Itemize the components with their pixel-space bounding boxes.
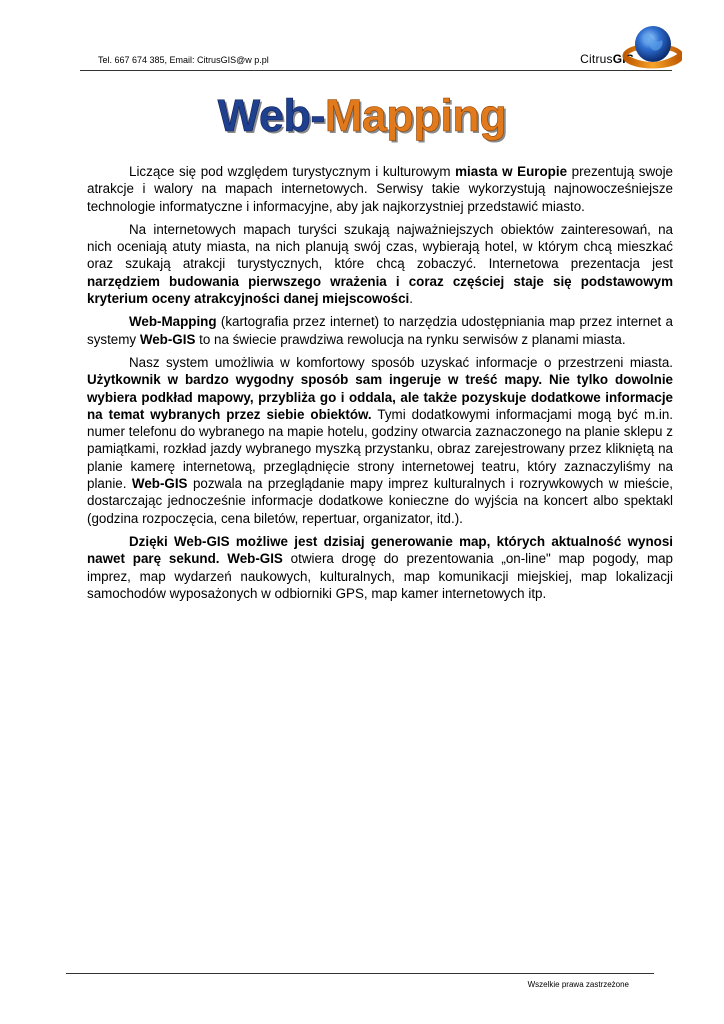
contact-info: Tel. 667 674 385, Email: CitrusGIS@w p.pl xyxy=(98,55,269,65)
page-title xyxy=(0,88,724,144)
text-run: Nasz system umożliwia w komfortowy sposób uzyskać informacje o przestrzeni miasta. xyxy=(129,354,673,370)
bold-run: Web-Mapping xyxy=(129,314,217,330)
text-run: prezentują swoje atrakcje i walory na mapach internetowych. Serwisy takie wykorzystują najnowocześniejsze technologie informatyczne i informacyjne, aby jak najkorzystniej przedstawić miasto. xyxy=(87,164,673,214)
copyright-notice: Wszelkie prawa zastrzeżone xyxy=(527,980,629,989)
text-run: (kartografia przez internet) to narzędzia udostępniania map przez internet a systemy xyxy=(87,314,673,347)
page-header xyxy=(88,24,676,70)
bold-run: miasta w Europie xyxy=(455,164,568,179)
brand-name-part2: GIS xyxy=(612,52,634,66)
paragraph-2 xyxy=(87,221,673,307)
text-run: pozwala na przeglądanie mapy imprez kulturalnych i rozrywkowych w mieście, dostarczając jednocześnie informacje dodatkowe konieczne do wyjścia na koncert albo spektakl (godzina rozpoczęcia, cena biletów, repertuar, organizator, itd.). xyxy=(87,476,673,526)
globe-logo-icon xyxy=(622,22,682,72)
text-run: . xyxy=(409,291,413,307)
bold-run: narzędziem budowania pierwszego wrażenia i coraz częściej staje się podstawowym kryterium oceny atrakcyjności danej miejscowości xyxy=(87,273,673,307)
bold-run: Web-GIS xyxy=(131,476,188,492)
title-part-web: Web- xyxy=(217,90,325,141)
bold-run: Web-GIS xyxy=(139,331,196,347)
article-body xyxy=(87,163,673,608)
paragraph-1 xyxy=(87,163,673,215)
footer-divider xyxy=(66,973,654,974)
text-run: Na internetowych mapach turyści szukają najważniejszych obiektów zainteresowań, na nich oceniają atuty miasta, na nich planują swój czas, wybierają hotel, w którym chcą mieszkać oraz szukają atrakcji turystycznych, które chcą zobaczyć. Internetowa prezentacja jest xyxy=(87,221,673,272)
text-run: Tymi dodatkowymi informacjami mogą być m.in. numer telefonu do wybranego na mapie hotelu, godziny otwarcia zaznaczonego na planie sklepu z pamiątkami, rozkład jazdy wybranego myszką przystanku, obraz zarejestrowany przez klikniętą na planie kamerę internetową, przeglądnięcie strony internetowej teatru, który zaznaczyliśmy na planie. xyxy=(87,406,673,492)
paragraph-3 xyxy=(87,313,673,348)
bold-run: Dzięki Web-GIS możliwe jest dzisiaj generowanie map, których aktualność wynosi nawet parę sekund. Web-GIS xyxy=(87,533,673,567)
paragraph-4 xyxy=(87,354,673,527)
text-run: to na świecie prawdziwa rewolucja na rynku serwisów z planami miasta. xyxy=(195,331,626,347)
bold-run: Użytkownik w bardzo wygodny sposób sam ingeruje w treść mapy. Nie tylko dowolnie wybiera podkład mapowy, przybliża go i oddala, ale także pozyskuje dodatkowe informacje na temat wybranych przez siebie obiektów. xyxy=(87,372,673,422)
title-part-mapping: Mapping xyxy=(324,90,507,141)
brand-name-part1: Citrus xyxy=(580,52,613,66)
header-divider xyxy=(80,70,672,71)
text-run: Liczące się pod względem turystycznym i kulturowym xyxy=(129,164,456,179)
text-run: otwiera drogę do prezentowania „on-line" map pogody, map imprez, map wydarzeń naukowych, kulturalnych, map komunikacji miejskiej, map lokalizacji samochodów wyposażonych w odbiorniki GPS, map kamer internetowych itp. xyxy=(87,551,674,601)
paragraph-5 xyxy=(87,533,673,602)
